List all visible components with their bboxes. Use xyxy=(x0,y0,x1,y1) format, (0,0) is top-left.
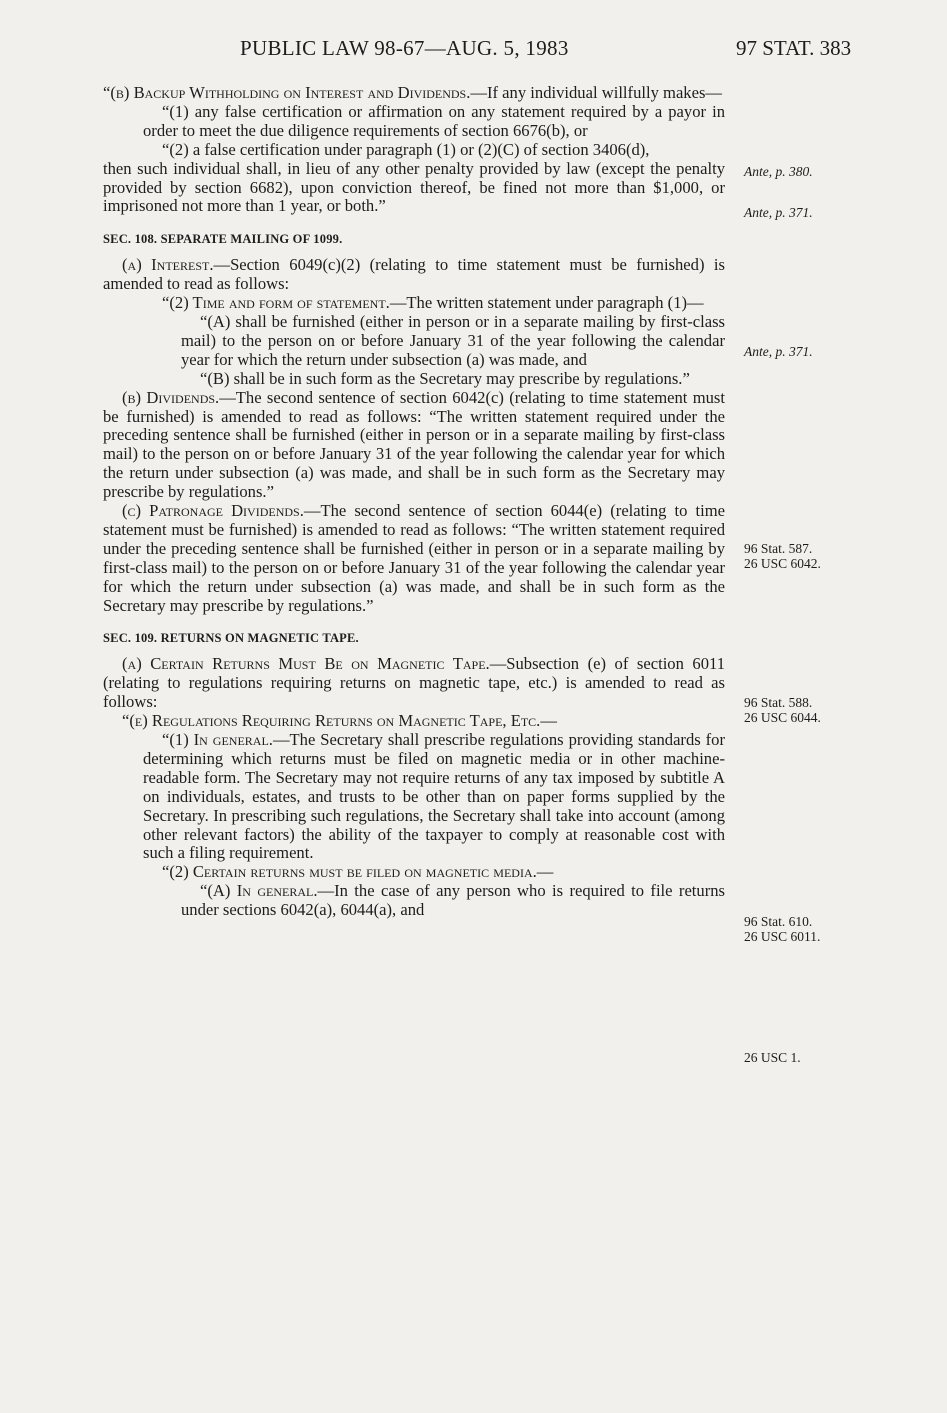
body-text xyxy=(103,84,725,920)
paragraph-a-interest: (a) Interest.—Section 6049(c)(2) (relating to time statement must be furnished) is amended to read as follows: xyxy=(103,255,725,294)
margin-note: 96 Stat. 587. 26 USC 6042. xyxy=(744,541,821,571)
paragraph-e: “(e) Regulations Requiring Returns on Magnetic Tape, Etc.— xyxy=(122,711,557,731)
paragraph-e2A: “(A) In general.—In the case of any person who is required to file returns under sections 6042(a), 6044(a), and xyxy=(181,881,725,920)
statute-page-number: 97 STAT. 383 xyxy=(736,36,852,60)
paragraph-aB: “(B) shall be in such form as the Secretary may prescribe by regulations.” xyxy=(200,368,690,388)
paragraph-magnetic-a: (a) Certain Returns Must Be on Magnetic Tape.—Subsection (e) of section 6011 (relating to regulations requiring returns on magnetic tape, etc.) is amended to read as follows: xyxy=(103,654,725,712)
running-title: PUBLIC LAW 98-67—AUG. 5, 1983 xyxy=(240,36,569,60)
section-heading-108: SEC. 108. SEPARATE MAILING OF 1099. xyxy=(103,232,343,247)
paragraph-e1: “(1) In general.—The Secretary shall prescribe regulations providing standards for determining which returns must be filed on magnetic media or in other machine-readable form. The Secretary may not require returns of any tax imposed by subtitle A on individuals, estates, and trusts to be other than on paper forms supplied by the Secretary. In prescribing such regulations, the Secretary shall take into account (among other relevant factors) the ability of the taxpayer to comply at reasonable cost with such a filing requirement. xyxy=(143,730,725,863)
paragraph-a2: “(2) Time and form of statement.—The written statement under paragraph (1)— xyxy=(162,293,704,313)
paragraph-c-patronage: (c) Patronage Dividends.—The second sentence of section 6044(e) (relating to time statement must be furnished) is amended to read as follows: “The written statement required under the preceding sentence shall be furnished (either in person or in a separate mailing by first-class mail) to the person on or before January 31 of the year following the calendar year for which the return under subsection (a) was made, and shall be in such form as the Secretary may prescribe by regulations.” xyxy=(103,501,725,615)
heading-backup-withholding: “(b) Backup Withholding on Interest and Dividends. xyxy=(103,83,471,102)
paragraph-e2: “(2) Certain returns must be filed on magnetic media.— xyxy=(162,862,554,882)
paragraph-b2: “(2) a false certification under paragraph (1) or (2)(C) of section 3406(d), xyxy=(162,139,650,159)
paragraph-b-dividends: (b) Dividends.—The second sentence of section 6042(c) (relating to time statement must be furnished) is amended to read as follows: “The written statement required under the preceding sentence shall be furnished (either in person or in a separate mailing by first-class mail) to the person on or before January 31 of the year following the calendar year for which the return under subsection (a) was made, and shall be in such form as the Secretary may prescribe by regulations.” xyxy=(103,387,725,502)
paragraph-aA: “(A) shall be furnished (either in person or in a separate mailing by first-class mail) to the person on or before January 31 of the year following the calendar year for which the return under subsection (a) was made, and xyxy=(181,311,725,369)
margin-note: Ante, p. 371. xyxy=(744,344,813,359)
paragraph-b-then: then such individual shall, in lieu of any other penalty provided by law (except the penalty provided by section 6682), upon conviction thereof, be fined not more than $1,000, or imprisoned not more than 1 year, or both.” xyxy=(103,158,725,216)
paragraph-b1: “(1) any false certification or affirmation on any statement required by a payor in order to meet the due diligence requirements of section 6676(b), or xyxy=(143,101,725,140)
margin-note: 96 Stat. 610. 26 USC 6011. xyxy=(744,914,821,944)
margin-note: 26 USC 1. xyxy=(744,1050,801,1065)
page-header xyxy=(0,36,947,66)
section-heading-109: SEC. 109. RETURNS ON MAGNETIC TAPE. xyxy=(103,631,359,646)
margin-note: 96 Stat. 588. 26 USC 6044. xyxy=(744,695,821,725)
margin-note: Ante, p. 371. xyxy=(744,205,813,220)
paragraph-b: “(b) Backup Withholding on Interest and Dividends.—If any individual willfully makes— xyxy=(103,83,723,102)
margin-note: Ante, p. 380. xyxy=(744,164,813,179)
